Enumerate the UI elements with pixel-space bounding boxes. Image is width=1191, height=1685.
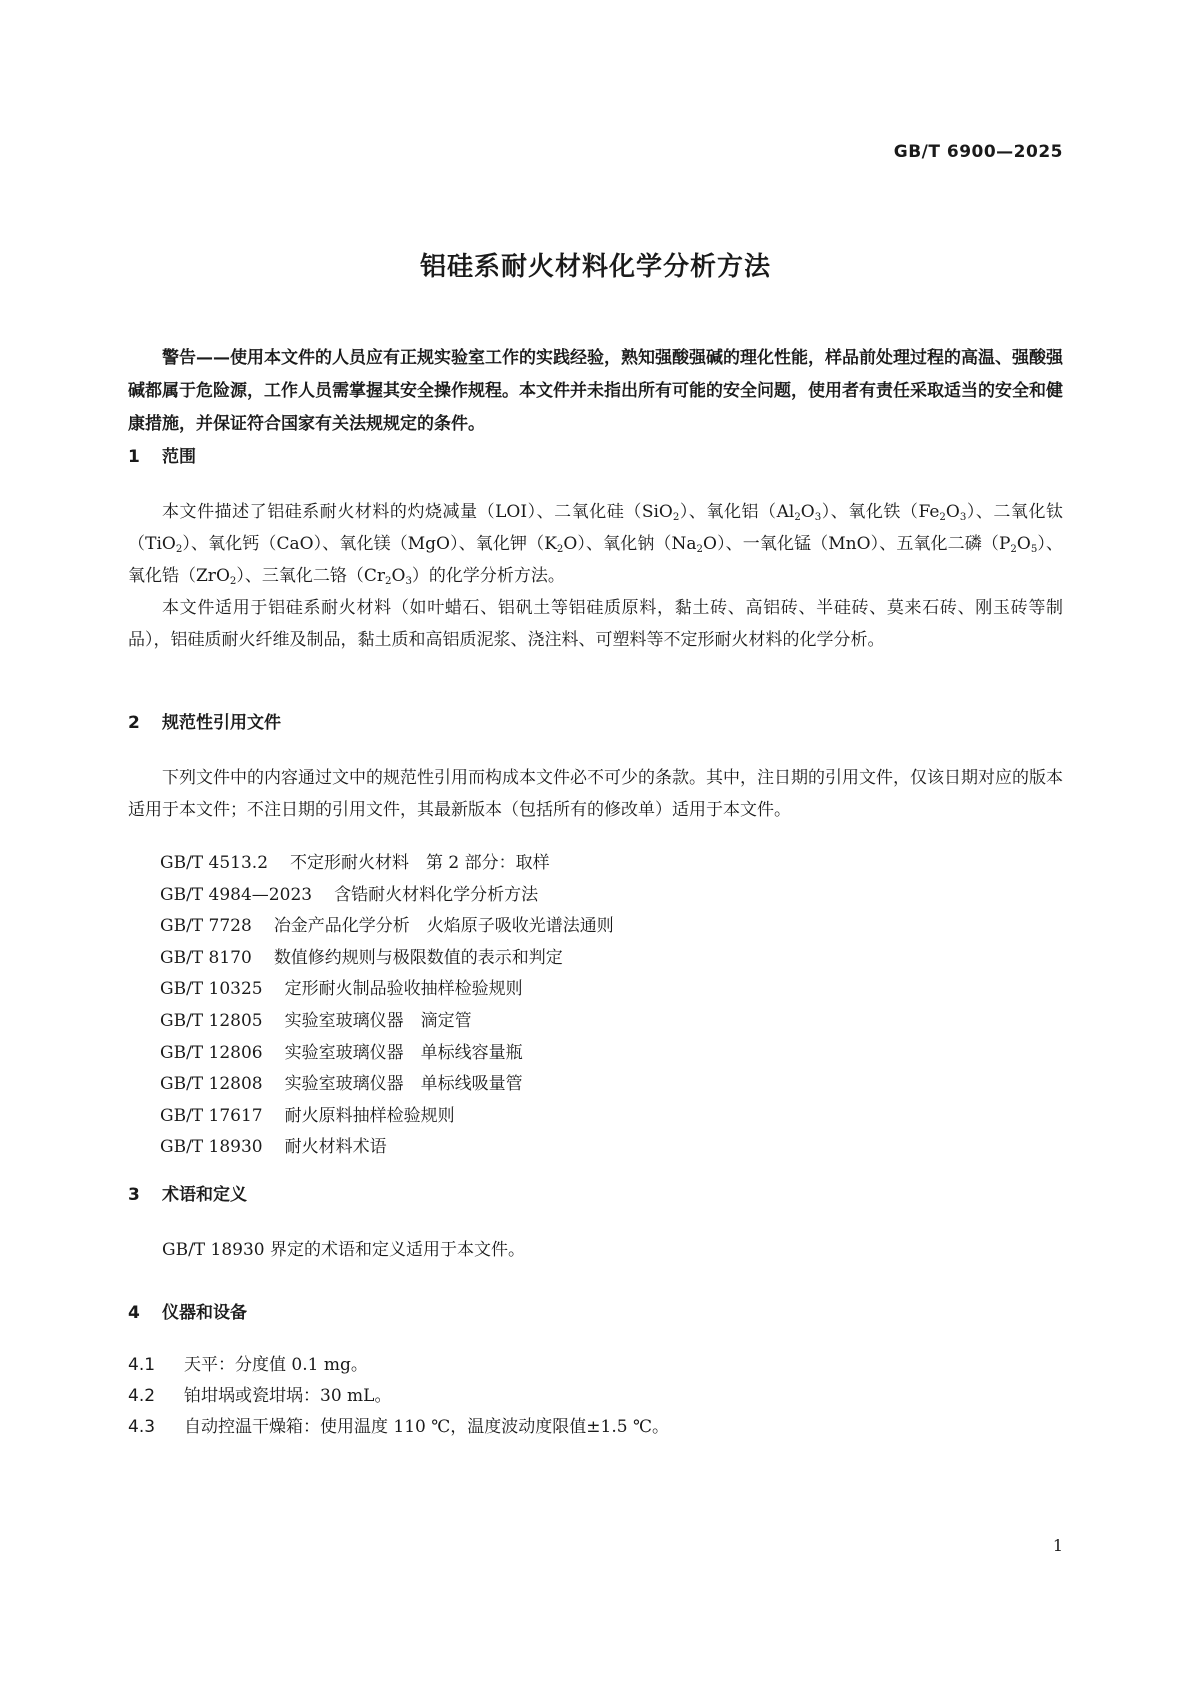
- section-title: 范围: [162, 447, 196, 467]
- item-text: 铂坩埚或瓷坩埚：30 mL。: [184, 1386, 392, 1406]
- scope-body: [128, 496, 1063, 656]
- item-number: 4.3: [128, 1417, 156, 1437]
- reference-code: GB/T 7728: [160, 916, 252, 937]
- text-run: O: [800, 502, 815, 522]
- text-run: O: [945, 502, 960, 522]
- scope-paragraph-2: 本文件适用于铝硅系耐火材料（如叶蜡石、铝矾土等铝硅质原料，黏土砖、高铝砖、半硅砖、莫来石砖、刚玉砖等制品），铝硅质耐火纤维及制品，黏土质和高铝质泥浆、浇注料、可塑料等不定形耐火材料的化学分析。: [128, 598, 1063, 650]
- reference-list: [160, 848, 614, 1164]
- section-heading-normative-references: [128, 708, 281, 733]
- reference-title: 冶金产品化学分析 火焰原子吸收光谱法通则: [273, 916, 614, 937]
- reference-title: 含锆耐火材料化学分析方法: [334, 884, 539, 905]
- reference-title: 耐火原料抽样检验规则: [284, 1105, 455, 1126]
- normative-references-intro: [128, 762, 1063, 826]
- reference-title: 不定形耐火材料 第 2 部分：取样: [290, 853, 550, 873]
- section-title: 术语和定义: [162, 1185, 247, 1205]
- item-text: 自动控温干燥箱：使用温度 110 ℃，温度波动度限值±1.5 ℃。: [184, 1417, 669, 1437]
- reference-code: GB/T 18930: [160, 1137, 263, 1158]
- reference-code: GB/T 12805: [160, 1010, 263, 1031]
- apparatus-item: [128, 1350, 368, 1375]
- section-number: 1: [128, 447, 140, 467]
- subscript: 2: [385, 576, 392, 588]
- list-item: [160, 1069, 614, 1101]
- apparatus-item: [128, 1412, 669, 1437]
- reference-title: 实验室玻璃仪器 单标线吸量管: [284, 1074, 523, 1095]
- text-run: ）、氧化钙（CaO）、氧化镁（MgO）、氧化钾（K: [182, 534, 557, 554]
- terms-body: [128, 1234, 1063, 1266]
- text-run: ）、氧化铝（Al: [679, 502, 795, 522]
- reference-title: 数值修约规则与极限数值的表示和判定: [273, 947, 563, 968]
- reference-title: 定形耐火制品验收抽样检验规则: [284, 979, 523, 1000]
- text-run: O: [1016, 534, 1031, 554]
- subscript: 2: [939, 512, 946, 524]
- text-run: ）、氧化铁（Fe: [821, 502, 940, 522]
- list-item: [160, 1101, 614, 1133]
- reference-code: GB/T 12808: [160, 1074, 263, 1095]
- reference-title: 耐火材料术语: [284, 1137, 387, 1158]
- item-number: 4.1: [128, 1355, 156, 1375]
- reference-code: GB/T 8170: [160, 947, 252, 968]
- subscript: 5: [1030, 544, 1038, 556]
- text-run: ）、三氧化二铬（Cr: [236, 566, 386, 586]
- text-run: ）的化学分析方法。: [411, 566, 565, 586]
- reference-code: GB/T 12806: [160, 1042, 263, 1063]
- terms-paragraph: GB/T 18930 界定的术语和定义适用于本文件。: [162, 1240, 526, 1260]
- section-heading-apparatus: [128, 1298, 247, 1323]
- document-title: 铝硅系耐火材料化学分析方法: [419, 252, 771, 282]
- subscript: 2: [794, 512, 801, 524]
- reference-title: 实验室玻璃仪器 单标线容量瓶: [284, 1042, 523, 1063]
- subscript: 3: [405, 576, 412, 588]
- list-item: [160, 911, 614, 943]
- text-run: O）、氧化钠（Na: [563, 534, 697, 554]
- text-run: O）、一氧化锰（MnO）、五氧化二磷（P: [703, 534, 1011, 554]
- text-run: O: [391, 566, 406, 586]
- reference-code: GB/T 17617: [160, 1105, 263, 1126]
- reference-code: GB/T 4984—2023: [160, 884, 313, 905]
- item-number: 4.2: [128, 1386, 156, 1406]
- subscript: 3: [814, 512, 822, 524]
- apparatus-item: [128, 1381, 391, 1406]
- section-heading-scope: [128, 442, 196, 467]
- list-item: [160, 974, 614, 1006]
- subscript: 2: [1010, 544, 1017, 556]
- page-number: 1: [1052, 1536, 1063, 1555]
- reference-title: 实验室玻璃仪器 滴定管: [284, 1010, 472, 1031]
- section-number: 2: [128, 713, 140, 733]
- subscript: 2: [556, 544, 564, 556]
- text-run: ）、氧化锆（ZrO: [128, 534, 1064, 586]
- subscript: 2: [229, 576, 237, 588]
- subscript: 3: [959, 512, 967, 524]
- list-item: [160, 1132, 614, 1164]
- list-item: [160, 943, 614, 975]
- section-title: 规范性引用文件: [162, 713, 281, 733]
- section-title: 仪器和设备: [162, 1303, 247, 1323]
- list-item: [160, 1038, 614, 1070]
- scope-paragraph-1: [128, 496, 1063, 592]
- list-item: [160, 848, 614, 880]
- list-item: [160, 880, 614, 912]
- item-text: 天平：分度值 0.1 mg。: [184, 1355, 368, 1375]
- text-run: ）、二氧化钛（TiO: [128, 502, 1063, 554]
- list-item: [160, 1006, 614, 1038]
- reference-code: GB/T 10325: [160, 979, 263, 1000]
- subscript: 2: [175, 544, 183, 556]
- warning-paragraph: 警告——使用本文件的人员应有正规实验室工作的实践经验，熟知强酸强碱的理化性能，样品前处理过程的高温、强酸强碱都属于危险源，工作人员需掌握其安全操作规程。本文件并未指出所有可能的安全问题，使用者有责任采取适当的安全和健康措施，并保证符合国家有关法规规定的条件。: [128, 348, 1063, 434]
- section-number: 4: [128, 1303, 140, 1323]
- references-intro-paragraph: 下列文件中的内容通过文中的规范性引用而构成本文件必不可少的条款。其中，注日期的引用文件，仅该日期对应的版本适用于本文件；不注日期的引用文件，其最新版本（包括所有的修改单）适用于本文件。: [128, 768, 1063, 820]
- standard-code: GB/T 6900—2025: [893, 142, 1063, 162]
- subscript: 2: [672, 512, 680, 524]
- text-run: 本文件描述了铝硅系耐火材料的灼烧减量（LOI）、二氧化硅（SiO: [162, 502, 673, 522]
- reference-code: GB/T 4513.2: [160, 853, 269, 873]
- section-number: 3: [128, 1185, 140, 1205]
- section-heading-terms: [128, 1180, 247, 1205]
- subscript: 2: [696, 544, 704, 556]
